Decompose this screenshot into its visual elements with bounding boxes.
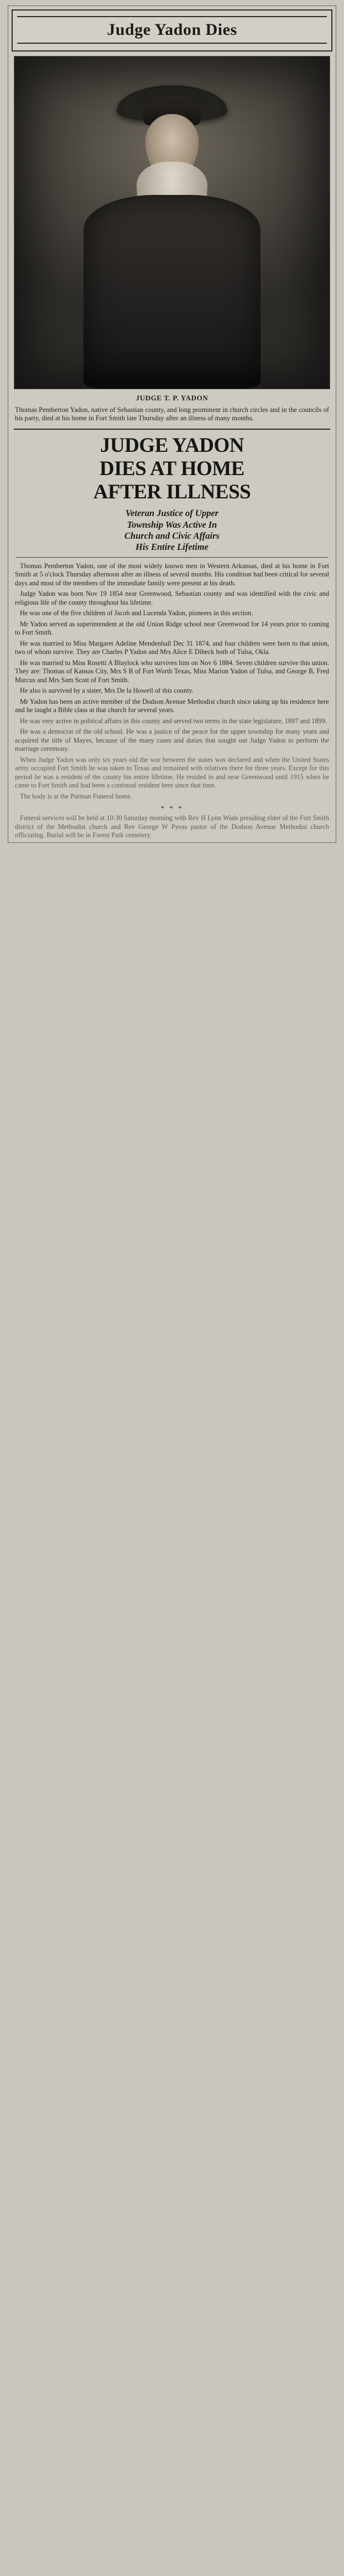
- main-headline-line-3: AFTER ILLNESS: [93, 480, 251, 503]
- photo-caption-body: Thomas Pemberton Yadon, native of Sebastian county, and long prominent in church circles and in the councils of his party, died at his home in Fort Smith late Thursday after an illness of many months.: [15, 405, 329, 423]
- sub-headline: [17, 508, 327, 553]
- photo-caption-name: JUDGE T. P. YADON: [135, 393, 209, 402]
- article-paragraph: He was married to Miss Margaret Adeline Mendenhall Dec 31 1874, and four children were born to that union, two of whom survive. They are Charles P Yadon and Mrs Alice E Dibeck both of Tulsa, Okla.: [15, 639, 329, 656]
- article-paragraph: Thomas Pemberton Yadon, one of the most widely known men in Western Arkansas, died at his home in Fort Smith at 5 o'clock Thursday afternoon after an illness of several months. His condition had been critical for several days and most of the members of the immediate family were present at his death.: [15, 561, 329, 587]
- article-paragraph: He also is survived by a sister, Mrs De la Howell of this county.: [20, 687, 194, 695]
- article-paragraph: The body is at the Putman Funeral home.: [20, 792, 132, 800]
- sub-headline-line-1: Veteran Justice of Upper: [125, 508, 219, 519]
- article-paragraph: Mr Yadon served as superintendent at the old Union Ridge school near Greenwood for 14 years prior to coming to Fort Smith.: [15, 620, 329, 637]
- article-paragraph: He was very active in political affairs in this county and served two terms in the state legislature, 1897 and 1899.: [20, 717, 327, 725]
- top-headline: Judge Yadon Dies: [107, 20, 237, 39]
- coat-shape: [84, 195, 260, 389]
- article-paragraph: He was a democrat of the old school. He was a justice of the peace for the upper township for many years and acquired the title of Mayes, because of the many cases and duties that sought out Judge Yadon to perform the marriage ceremony.: [15, 728, 329, 753]
- headline-rule-top: [17, 16, 327, 17]
- deck-rule-top: [14, 429, 330, 430]
- article-paragraph: When Judge Yadon was only six years old the war between the states was declared and when the United States army occupied Fort Smith he was taken to Texas and remained with relatives there for three years. Except for this period he was a resident of the county his entire lifetime. He resided in and near Greenwood until 1915 when he came to Fort Smith and had been a continual resident here since that time.: [15, 755, 329, 790]
- main-headline: [12, 435, 332, 502]
- main-headline-line-1: JUDGE YADON: [100, 434, 244, 457]
- main-headline-line-2: DIES AT HOME: [100, 457, 244, 480]
- article-paragraph: Mr Yadon has been an active member of the Dodson Avenue Methodist church since taking up his residence here and he taught a Bible class at that church for several years.: [15, 697, 329, 714]
- portrait-photo: [14, 56, 330, 389]
- top-headline-box: [12, 9, 332, 51]
- sub-headline-line-3: Church and Civic Affairs: [124, 530, 220, 541]
- clipping-body: [8, 6, 336, 843]
- article-paragraph: He was one of the five children of Jacob and Lucenda Yadon, pioneers in this section.: [20, 609, 253, 617]
- article-paragraph: He was married to Miss Rosetti A Blaylock who survives him on Nov 6 1884. Seven children survive this union. They are: Thomas of Kansas City, Mrs S B of Fort Worth Texas, Miss Marion Yadon of Tulsa, and George B, Fred Marcus and Mrs Sam Scott of Fort Smith.: [15, 658, 329, 684]
- sub-headline-line-2: Township Was Active In: [127, 519, 217, 530]
- subhead-rule: [16, 557, 328, 558]
- sub-headline-line-4: His Entire Lifetime: [135, 541, 209, 552]
- separator-dingbat: * * *: [160, 804, 184, 813]
- article-body: [15, 562, 329, 840]
- headline-rule-bottom: [17, 43, 327, 44]
- article-paragraph: Judge Yadon was born Nov 19 1854 near Greenwood, Sebastian county and was identified with the civic and religious life of the county throughout his lifetime.: [15, 590, 329, 606]
- article-paragraph: Funeral services will be held at 10:30 Saturday morning with Rev H Lynn Wade presiding elder of the Fort Smith district of the Methodist church and Rev George W Pyeas pastor of the Dodson Avenue Methodist church officiating. Burial will be in Forest Park cemetery.: [15, 814, 329, 839]
